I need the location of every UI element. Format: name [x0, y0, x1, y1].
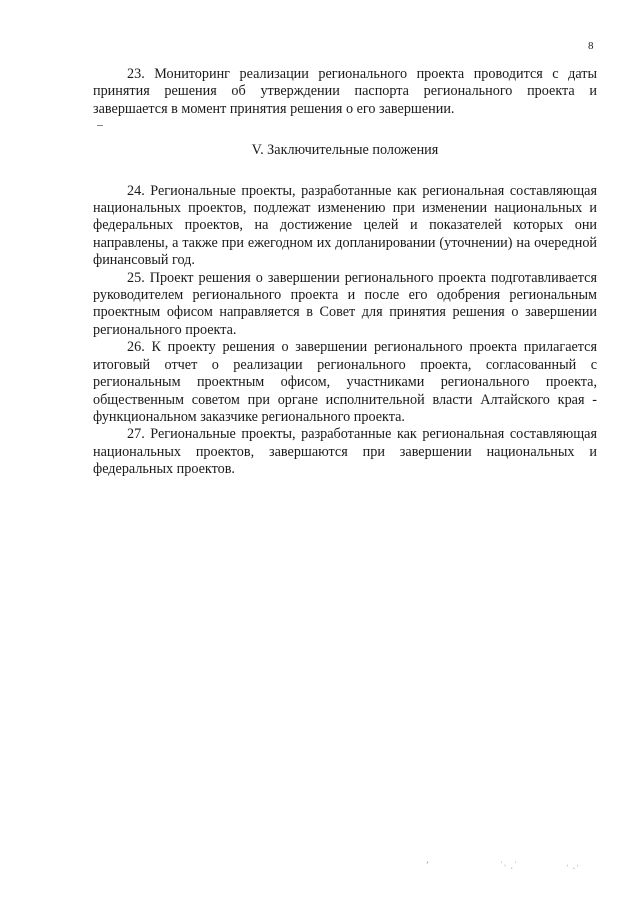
scan-artifact: ˒ ˏ˒ — [566, 860, 580, 869]
document-body — [93, 66, 597, 479]
section-heading: V. Заключительные положения — [251, 142, 439, 159]
paragraph-25: 25. Проект решения о завершении регионального проекта подготавливается руководителем регионального проекта и после его одобрения региональным проектным офисом направляется в Совет для принятия решения о завершении регионального проекта. — [93, 269, 597, 338]
paragraph-24: 24. Региональные проекты, разработанные как региональная составляющая национальных проектов, подлежат изменению при изменении национальных и федеральных проектов, на достижение целей и показателей которых они направлены, а также при ежегодном их допланировании (уточнении) на очередной финансовый год. — [93, 182, 597, 269]
scan-artifact: ʼ — [426, 860, 430, 869]
paragraph-23: 23. Мониторинг реализации регионального проекта проводится с даты принятия решения об утверждении паспорта регионального проекта и завершается в момент принятия решения о его завершении. — [93, 66, 597, 117]
scan-artifact: ˙˒ ˏ˙ — [500, 860, 518, 869]
paragraph-27: 27. Региональные проекты, разработанные как региональная составляющая национальных проектов, завершаются при завершении национальных и федеральных проектов. — [93, 426, 597, 478]
paragraph-26: 26. К проекту решения о завершении регионального проекта прилагается итоговый отчет о реализации регионального проекта, согласованный с региональным проектным офисом, участниками регионального проекта, общественным советом при органе исполнительной власти Алтайского края - функциональном заказчике регионального проекта. — [93, 339, 597, 425]
page-number: 8 — [588, 40, 594, 52]
